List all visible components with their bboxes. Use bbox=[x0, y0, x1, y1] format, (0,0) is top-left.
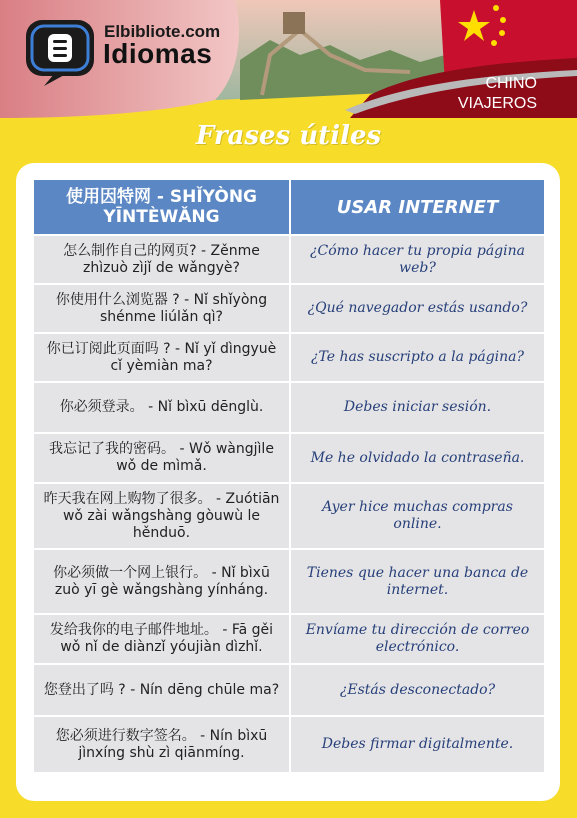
spanish-translation: Me he olvidado la contraseña. bbox=[291, 434, 544, 482]
spanish-translation: Debes firmar digitalmente. bbox=[291, 717, 544, 772]
table-row bbox=[34, 285, 544, 332]
chinese-phrase: 你必须登录。 - Nǐ bìxū dēnglù. bbox=[34, 383, 289, 432]
table-row bbox=[34, 236, 544, 283]
chinese-phrase: 你必须做一个网上银行。 - Nǐ bìxū zuò yī gè wǎngshàng yínháng. bbox=[34, 550, 289, 613]
spanish-translation: Debes iniciar sesión. bbox=[291, 383, 544, 432]
spanish-translation: ¿Cómo hacer tu propia página web? bbox=[291, 236, 544, 283]
brand-name: Idiomas bbox=[103, 38, 213, 69]
chinese-phrase: 怎么制作自己的网页? - Zěnme zhìzuò zìjǐ de wǎngyè? bbox=[34, 236, 289, 283]
table-row bbox=[34, 717, 544, 772]
phrases-table bbox=[32, 178, 546, 774]
brand-site: Elbibliote.com bbox=[104, 22, 221, 41]
header-banner bbox=[0, 0, 577, 118]
spanish-translation: Envíame tu dirección de correo electrónico. bbox=[291, 615, 544, 663]
course-badge bbox=[458, 74, 537, 114]
chinese-phrase: 您必须进行数字签名。 - Nín bìxū jìnxíng shù zì qiānmíng. bbox=[34, 717, 289, 772]
chinese-phrase: 我忘记了我的密码。 - Wǒ wàngjìle wǒ de mìmǎ. bbox=[34, 434, 289, 482]
logo-icon bbox=[24, 18, 96, 88]
spanish-translation: ¿Qué navegador estás usando? bbox=[291, 285, 544, 332]
small-star-icon bbox=[491, 40, 497, 46]
table-header-row bbox=[34, 180, 544, 234]
table-row bbox=[34, 484, 544, 548]
table-row bbox=[34, 434, 544, 482]
spanish-translation: Ayer hice muchas compras online. bbox=[291, 484, 544, 548]
badge-audience: VIAJEROS bbox=[457, 95, 537, 112]
chinese-phrase: 你使用什么浏览器 ? - Nǐ shǐyòng shénme liúlǎn qì? bbox=[34, 285, 289, 332]
table-row bbox=[34, 615, 544, 663]
badge-language: CHINO bbox=[485, 75, 537, 92]
table-row bbox=[34, 383, 544, 432]
spanish-translation: Tienes que hacer una banca de internet. bbox=[291, 550, 544, 613]
column-header-chinese: 使用因特网 - SHǏYÒNG YĪNTÈWǍNG bbox=[34, 180, 289, 234]
chinese-phrase: 你已订阅此页面吗 ? - Nǐ yǐ dìngyuè cǐ yèmiàn ma? bbox=[34, 334, 289, 381]
small-star-icon bbox=[499, 30, 505, 36]
column-header-spanish: USAR INTERNET bbox=[291, 180, 544, 234]
spanish-translation: ¿Te has suscripto a la página? bbox=[291, 334, 544, 381]
chinese-phrase: 发给我你的电子邮件地址。 - Fā gěi wǒ nǐ de diànzǐ yóujiàn dìzhǐ. bbox=[34, 615, 289, 663]
small-star-icon bbox=[493, 5, 499, 11]
chinese-phrase: 昨天我在网上购物了很多。 - Zuótiān wǒ zài wǎngshàng gòuwù le hěnduō. bbox=[34, 484, 289, 548]
table-row bbox=[34, 665, 544, 715]
small-star-icon bbox=[500, 17, 506, 23]
spanish-translation: ¿Estás desconectado? bbox=[291, 665, 544, 715]
table-row bbox=[34, 334, 544, 381]
table-row bbox=[34, 550, 544, 613]
page-title: Frases útiles bbox=[195, 121, 382, 151]
chinese-phrase: 您登出了吗 ? - Nín dēng chūle ma? bbox=[34, 665, 289, 715]
